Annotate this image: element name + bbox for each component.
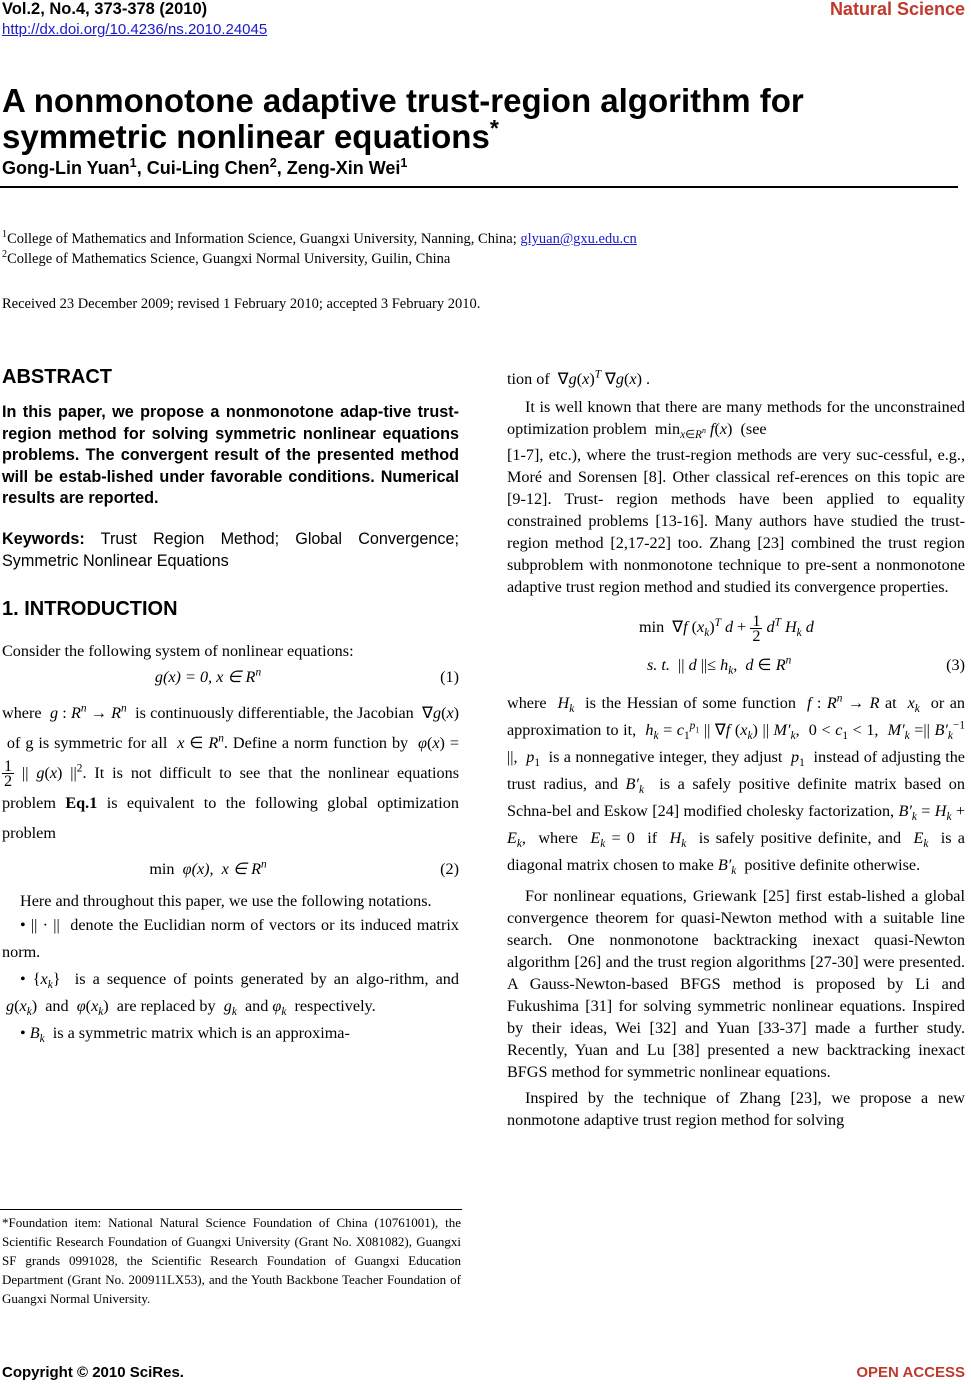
paragraph: Inspired by the technique of Zhang [23], we propose a new nonmotone adaptive trust region method for solving xyxy=(507,1089,965,1129)
journal-volume: Vol.2, No.4, 373-378 (2010) xyxy=(2,0,208,18)
intro-paragraph: where g : $R^n \to R^n$ is continuously differentiable, the Jacobian ∇g(x) of g is symmetric for all x ∈ $R^n$. Define a norm function by φ(x) = $\frac{1}{2}$ || g(x) $||^2$. It is not difficult to see that the nonlinear equations problem Eq.1 is equivalent to the following global optimization problem xyxy=(2,702,460,843)
affiliation-1: $^1$College of Mathematics and Information Science, Guangxi University, Nanning, China; glyuan@gxu.edu.cn xyxy=(2,229,637,247)
received-dates: Received 23 December 2009; revised 1 February 2010; accepted 3 February 2010. xyxy=(2,296,481,312)
journal-name: Natural Science xyxy=(829,0,965,19)
author-name: Zeng-Xin Wei xyxy=(286,158,401,178)
intro-paragraph: Consider the following system of nonlinear equations: xyxy=(2,641,354,660)
intro-paragraph: Here and throughout this paper, we use the following notations. xyxy=(20,892,432,911)
intro-heading: 1. INTRODUCTION xyxy=(2,597,178,620)
keywords-label: Keywords: xyxy=(2,529,85,548)
author-name: Gong-Lin Yuan xyxy=(2,158,130,178)
affiliation-2: $^2$College of Mathematics Science, Guangxi Normal University, Guilin, China xyxy=(2,249,451,267)
title-divider xyxy=(0,186,958,188)
paragraph: For nonlinear equations, Griewank [25] first estab-lished a global convergence theorem for quasi-Newton method with a suitable line search. One nonmonotone backtracking inexact quasi-Newton algorithm [26] and the trust region algorithms [27-30] were presented. A Gauss-Newton-based BFGS method is proposed by Li and Fukushima [31] for solving symmetric nonlinear equations. Inspired by their ideas, Wei [32] and Yuan [33-37] made a further study. Recently, Yuan and Lu [38] presented a new backtracking inexact BFGS method for symmetric nonlinear equations. xyxy=(507,887,965,1081)
notation-bullet: • $\{x_k\}$ is a sequence of points generated by an algo-rithm, and $g(x_k)$ and $\varphi(x_k)$ are replaced by $g_k$ and $\varphi_k$ respectively. xyxy=(6,970,459,1019)
notation-bullet: • $B_k$ is a symmetric matrix which is an approxima- xyxy=(20,1024,350,1046)
abstract-heading: ABSTRACT xyxy=(2,366,112,388)
equation-number: (2) xyxy=(440,860,459,879)
doi-link[interactable]: http://dx.doi.org/10.4236/ns.2010.24045 xyxy=(2,21,268,38)
equation-number: (3) xyxy=(946,656,965,674)
paragraph: It is well known that there are many methods for the unconstrained optimization problem $\min_{x\in R^n} f(x)$ (see xyxy=(507,398,965,442)
equation-3: min ∇f $(x_k)^T$ d + $\frac{1}{2}$ $d^T$ $H_k$ d s. t. || d ||≤ $h_k$, d ∈ $R^n$ (3) xyxy=(639,612,965,678)
paper-title xyxy=(2,83,962,155)
equation-number: (1) xyxy=(440,667,459,686)
right-column xyxy=(507,368,965,1131)
title-footnote-mark: * xyxy=(489,115,499,141)
footnote-divider xyxy=(0,1209,462,1210)
keywords xyxy=(2,528,459,572)
copyright: Copyright © 2010 SciRes. xyxy=(2,1364,184,1381)
left-column xyxy=(2,366,459,1047)
paragraph: [1-7], etc.), where the trust-region methods are very suc-cessful, e.g., Moré and Sorensen [8]. Other classical ref-erences on this topic are [9-12]. Trust- region methods have been applied to equality constrained problems [13-16]. Many authors have studied the trust-region method [2,17-22] too. Zhang [23] combined the trust region subproblem with nonmonotone technique to pre-sent a nonmonotone adaptive trust region method and studied its convergence properties. xyxy=(507,446,965,596)
footnote: *Foundation item: National Natural Science Foundation of China (10761001), the Scientific Research Foundation of Guangxi University (Grant No. X081082), Guangxi SF grands 0991028, the Scientific Research Foundation of Guangxi Education Department (Grant No. 200911LX53), and the Youth Backbone Teacher Foundation of Guangxi Normal University. xyxy=(2,1215,461,1306)
paragraph: tion of $\nabla g(x)^T$ ∇g(x) . xyxy=(507,368,651,388)
abstract-text: In this paper, we propose a nonmonotone adap-tive trust-region method for solving symmetric nonlinear equations problems. The convergent result of the presented method will be estab-lished under favorable conditions. Numerical results are reported. xyxy=(2,403,459,507)
paragraph: where $H_k$ is the Hessian of some function f : $R^n \to R$ at $x_k$ or an approximation to it, $h_k = c_1^{p_1}$ || ∇f $(x_k)$ || $M'_k$, $0 < c_1 < 1$, $M'_k$ =|| $B'_k^{-1}$ ||, $p_1$ is a nonnegative integer, they adjust $p_1$ instead of adjusting the trust radius, and $B'_k$ is a safely positive definite matrix based on Schna-bel and Eskow [24] modified cholesky factorization, $B'_k = H_k + E_k$, where $E_k = 0$ if $H_k$ is safely positive definite, and $E_k$ is a diagonal matrix chosen to make $B'_k$ positive definite otherwise. xyxy=(507,692,966,878)
email-link[interactable]: glyuan@gxu.edu.cn xyxy=(520,231,637,247)
keywords-text: Trust Region Method; Global Convergence; Symmetric Nonlinear Equations xyxy=(2,529,459,570)
notation-bullet: • || · || denote the Euclidian norm of vectors or its induced matrix norm. xyxy=(2,916,459,962)
equation-1: g(x) = 0, x ∈ $R^n$ (1) xyxy=(154,666,459,686)
author-name: Cui-Ling Chen xyxy=(146,158,270,178)
open-access-label: OPEN ACCESS xyxy=(856,1364,965,1381)
paper-title-text: A nonmonotone adaptive trust-region algorithm for symmetric nonlinear equations xyxy=(2,82,804,155)
equation-2: min φ(x), x ∈ $R^n$ (2) xyxy=(149,858,459,879)
author-list: Gong-Lin Yuan$^1$, Cui-Ling Chen$^2$, Zeng-Xin Wei$^1$ xyxy=(2,156,408,178)
